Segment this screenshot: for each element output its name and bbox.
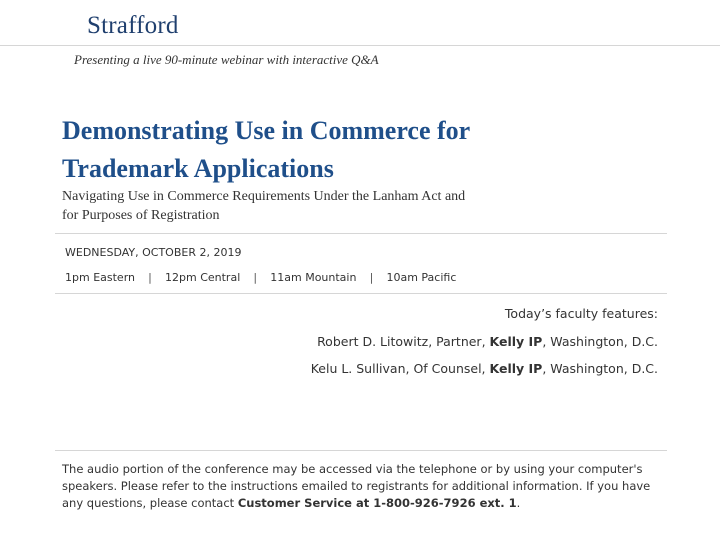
faculty-location: , Washington, D.C. xyxy=(542,334,658,349)
footer-text: The audio portion of the conference may be accessed via the telephone or by using your computer's speakers. Please refer to the instructions emailed to registrants for additional information. If you have any questions, please contact xyxy=(62,462,651,510)
time-separator: | xyxy=(369,271,374,284)
time-eastern: 1pm Eastern xyxy=(65,271,135,284)
faculty-member xyxy=(317,334,658,349)
header-divider xyxy=(0,45,720,46)
event-date: WEDNESDAY, OCTOBER 2, 2019 xyxy=(65,246,242,259)
title-line-2: Trademark Applications xyxy=(62,154,334,183)
schedule-divider xyxy=(55,293,667,294)
faculty-member xyxy=(311,361,658,376)
page-title xyxy=(62,112,662,188)
time-central: 12pm Central xyxy=(165,271,241,284)
faculty-location: , Washington, D.C. xyxy=(542,361,658,376)
faculty-name: Robert D. Litowitz, Partner, xyxy=(317,334,490,349)
subtitle xyxy=(62,187,582,225)
subtitle-line-1: Navigating Use in Commerce Requirements Under the Lanham Act and xyxy=(62,189,466,204)
time-separator: | xyxy=(253,271,258,284)
title-line-1: Demonstrating Use in Commerce for xyxy=(62,116,471,145)
title-divider xyxy=(55,233,667,234)
footer-end: . xyxy=(516,496,521,510)
footer-divider xyxy=(55,450,667,451)
event-times xyxy=(65,271,456,284)
time-separator: | xyxy=(148,271,152,284)
faculty-firm: Kelly IP xyxy=(489,361,543,376)
time-mountain: 11am Mountain xyxy=(270,271,357,284)
audio-instructions xyxy=(62,461,662,512)
faculty-name: Kelu L. Sullivan, Of Counsel, xyxy=(310,361,490,376)
faculty-heading: Today’s faculty features: xyxy=(504,306,658,321)
time-pacific: 10am Pacific xyxy=(386,271,457,284)
strafford-logo: Strafford xyxy=(87,12,179,39)
faculty-firm: Kelly IP xyxy=(489,334,543,349)
tagline: Presenting a live 90-minute webinar with interactive Q&A xyxy=(74,52,379,67)
subtitle-line-2: for Purposes of Registration xyxy=(62,208,220,223)
customer-service-contact: Customer Service at 1-800-926-7926 ext. 1 xyxy=(237,496,517,510)
